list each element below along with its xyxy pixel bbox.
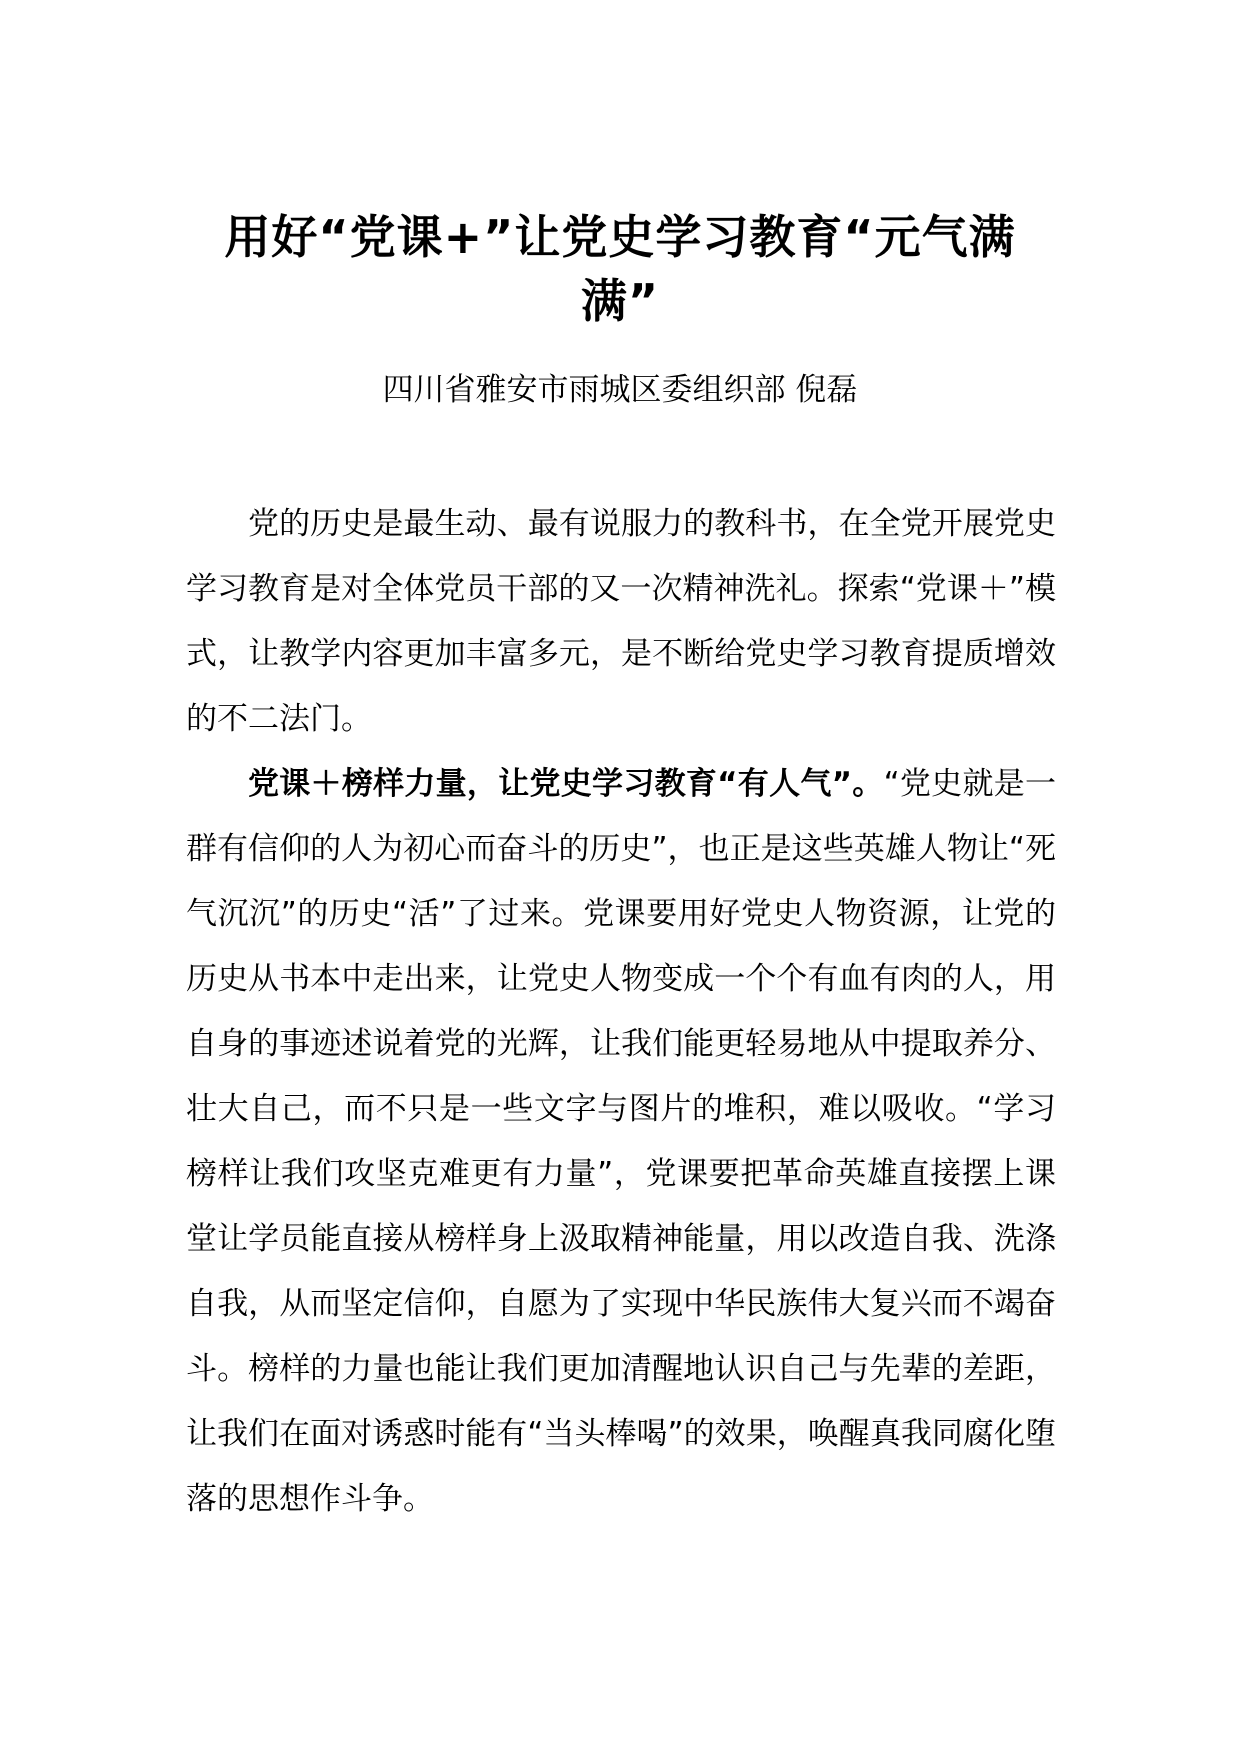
paragraph-text: 党的历史是最生动、最有说服力的教科书，在全党开展党史学习教育是对全体党员干部的又一次精神洗礼。探索“党课＋”模式，让教学内容更加丰富多元，是不断给党史学习教育提质增效的不二法门。 bbox=[186, 506, 1056, 737]
document-title: 用好“党课+”让党史学习教育“元气满满” bbox=[224, 210, 1016, 328]
paragraph-lead-heading: 党课＋榜样力量，让党史学习教育“有人气”。 bbox=[248, 766, 884, 802]
paragraph-text: “党史就是一群有信仰的人为初心而奋斗的历史”，也正是这些英雄人物让“死气沉沉”的历史“活”了过来。党课要用好党史人物资源，让党的历史从书本中走出来，让党史人物变成一个个有血有肉的人，用自身的事迹述说着党的光辉，让我们能更轻易地从中提取养分、壮大自己，而不只是一些文字与图片的堆积，难以吸收。“学习榜样让我们攻坚克难更有力量”，党课要把革命英雄直接摆上课堂让学员能直接从榜样身上汲取精神能量，用以改造自我、洗涤自我，从而坚定信仰，自愿为了实现中华民族伟大复兴而不竭奋斗。榜样的力量也能让我们更加清醒地认识自己与先辈的差距，让我们在面对诱惑时能有“当头棒喝”的效果，唤醒真我同腐化堕落的思想作斗争。 bbox=[186, 766, 1057, 1517]
author-byline: 四川省雅安市雨城区委组织部 倪磊 bbox=[382, 372, 858, 408]
article-body bbox=[186, 492, 1056, 1532]
paragraph-role-models bbox=[186, 752, 1056, 1532]
paragraph-intro bbox=[186, 492, 1056, 752]
